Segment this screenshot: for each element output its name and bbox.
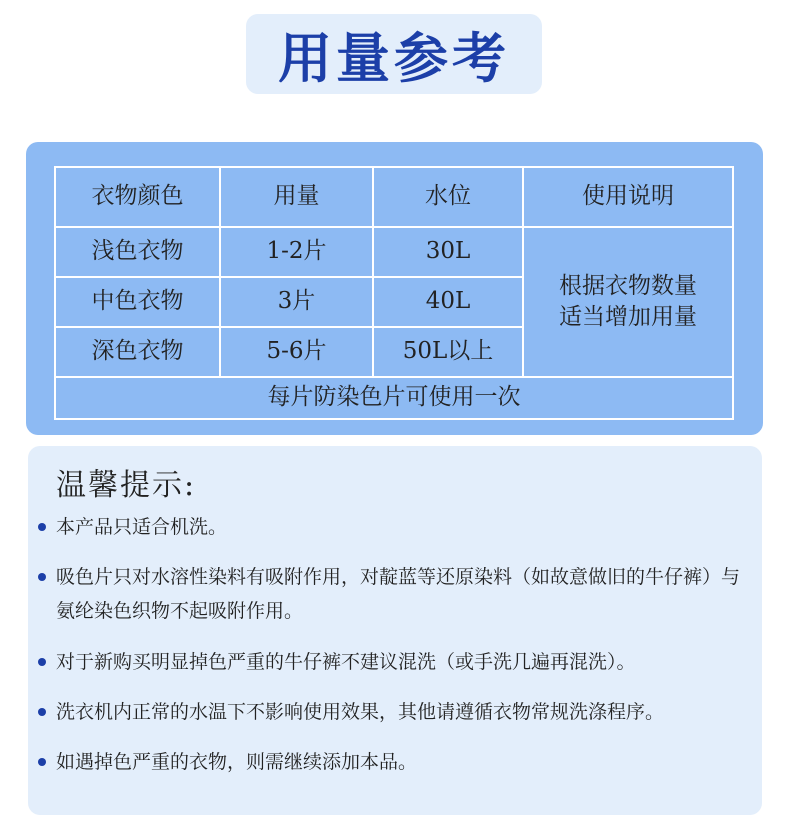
table-footer-row [55,377,733,419]
tips-title: 温馨提示: [56,468,197,503]
header-cell: 衣物颜色 [55,167,220,227]
tip-text: 洗衣机内正常的水温下不影响使用效果，其他请遵循衣物常规洗涤程序。 [56,701,665,723]
usage-note-cell [523,227,733,377]
table-footer-cell: 每片防染色片可使用一次 [55,377,733,419]
tip-item [56,745,756,779]
title-banner [246,14,542,94]
table-header-row [55,167,733,227]
table-cell: 30L [373,227,523,277]
tip-item [56,695,756,729]
table-cell: 5-6片 [220,327,373,377]
table-row [55,227,733,277]
usage-table [54,166,734,420]
usage-note-line: 适当增加用量 [559,304,697,330]
tip-item [56,560,756,628]
header-cell: 使用说明 [523,167,733,227]
bullet-dot-icon [38,658,46,666]
header-cell: 水位 [373,167,523,227]
bullet-dot-icon [38,523,46,531]
bullet-dot-icon [38,708,46,716]
page-title: 用量参考 [278,26,510,90]
table-cell: 1-2片 [220,227,373,277]
bullet-dot-icon [38,758,46,766]
table-cell: 3片 [220,277,373,327]
tips-panel [28,446,762,815]
tip-text: 对于新购买明显掉色严重的牛仔裤不建议混洗（或手洗几遍再混洗）。 [56,651,636,673]
tip-text: 本产品只适合机洗。 [56,516,228,538]
tip-text: 如遇掉色严重的衣物，则需继续添加本品。 [56,751,418,773]
usage-note-line: 根据衣物数量 [559,272,697,299]
table-cell: 40L [373,277,523,327]
table-cell: 浅色衣物 [55,227,220,277]
table-cell: 50L以上 [373,327,523,377]
usage-table-panel [26,142,763,435]
header-cell: 用量 [220,167,373,227]
tip-text: 吸色片只对水溶性染料有吸附作用，对靛蓝等还原染料（如故意做旧的牛仔裤）与氨纶染色织物不起吸附作用。 [56,566,741,622]
table-cell: 中色衣物 [55,277,220,327]
tip-item [56,645,756,679]
table-cell: 深色衣物 [55,327,220,377]
tip-item [56,510,756,544]
bullet-dot-icon [38,573,46,581]
